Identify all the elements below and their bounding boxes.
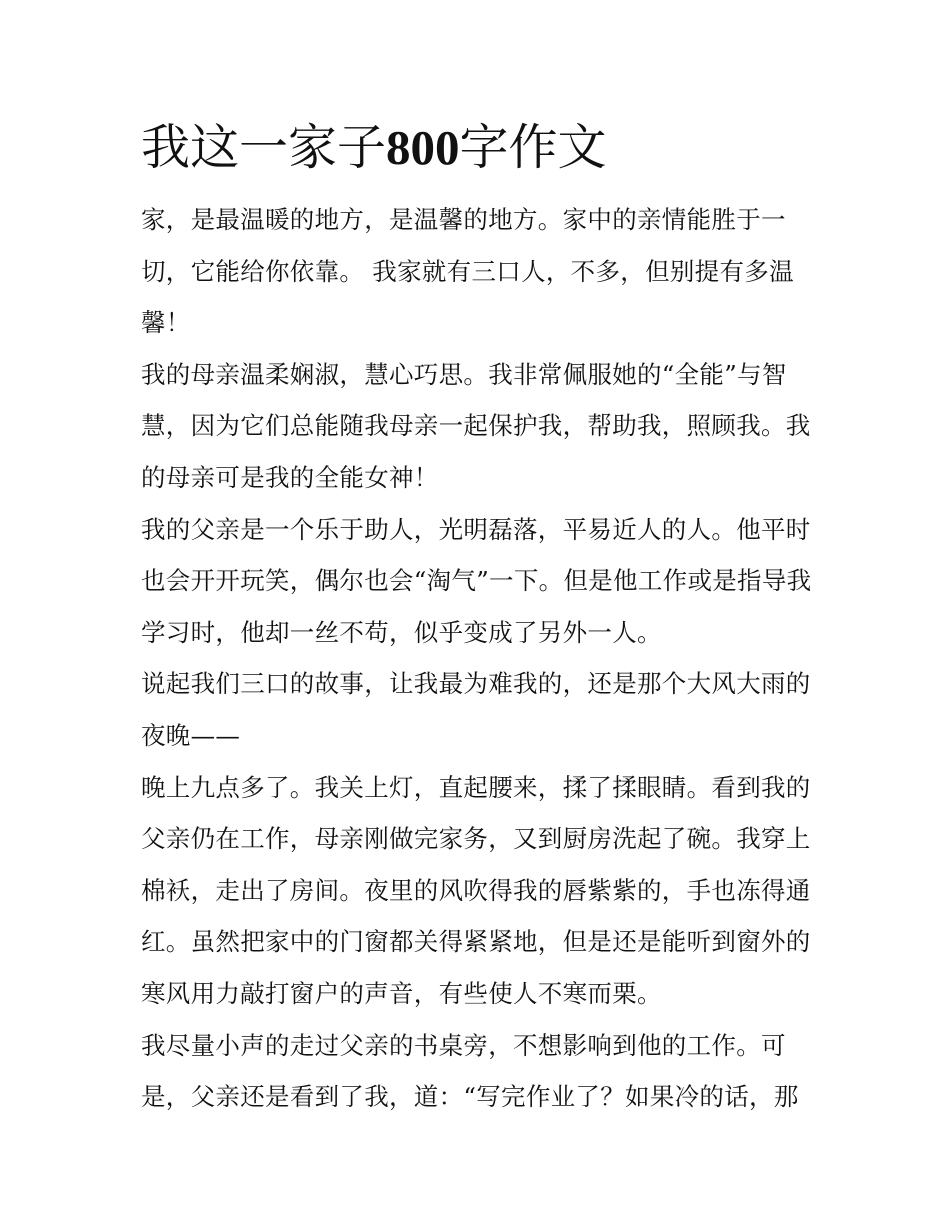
text-line: 父亲仍在工作，母亲刚做完家务，又到厨房洗起了碗。我穿上 [141,824,811,854]
paragraph-father [141,504,821,659]
text-line: 棉袄，走出了房间。夜里的风吹得我的唇紫紫的，手也冻得通 [141,875,811,905]
essay-title [141,110,821,186]
title-suffix: 字作文 [459,119,607,176]
text-line: 说起我们三口的故事，让我最为难我的，还是那个大风大雨的 [141,669,811,699]
paragraph-story-intro [141,658,821,761]
text-line: 家，是最温暖的地方，是温馨的地方。家中的亲情能胜于一 [141,205,786,234]
text-line: 寒风用力敲打窗户的声音，有些使人不寒而栗。 [141,978,662,1008]
text-line: 我尽量小声的走过父亲的书桌旁，不想影响到他的工作。可 [141,1030,786,1060]
text-line: 晚上九点多了。我关上灯，直起腰来，揉了揉眼睛。看到我的 [141,772,811,802]
paragraph-night [141,762,821,1020]
paragraph-mother [141,349,821,504]
text-line: 我的母亲温柔娴淑，慧心巧思。我非常佩服她的“全能”与智 [141,359,787,389]
paragraph-intro [141,194,821,349]
title-prefix: 我这一家子 [141,119,387,176]
text-line: 我的父亲是一个乐于助人，光明磊落，平易近人的人。他平时 [141,514,811,544]
text-line: 也会开开玩笑，偶尔也会“淘气”一下。但是他工作或是指导我 [141,566,812,596]
text-line: 的母亲可是我的全能女神！ [141,462,439,492]
essay-body [141,110,821,1123]
text-line: 是，父亲还是看到了我，道：“写完作业了？如果冷的话，那 [141,1082,799,1112]
text-line: 切，它能给你依靠。 我家就有三口人，不多，但别提有多温 [141,256,794,286]
text-line: 慧，因为它们总能随我母亲一起保护我，帮助我，照顾我。我 [141,411,811,441]
text-line: 学习时，他却一丝不苟，似乎变成了另外一人。 [141,617,662,647]
paragraph-desk [141,1020,821,1123]
text-line: 夜晚—— [141,720,241,750]
text-line: 红。虽然把家中的门窗都关得紧紧地，但是还是能听到窗外的 [141,927,811,957]
text-line: 馨！ [141,308,191,338]
title-word-count: 800 [386,120,460,175]
